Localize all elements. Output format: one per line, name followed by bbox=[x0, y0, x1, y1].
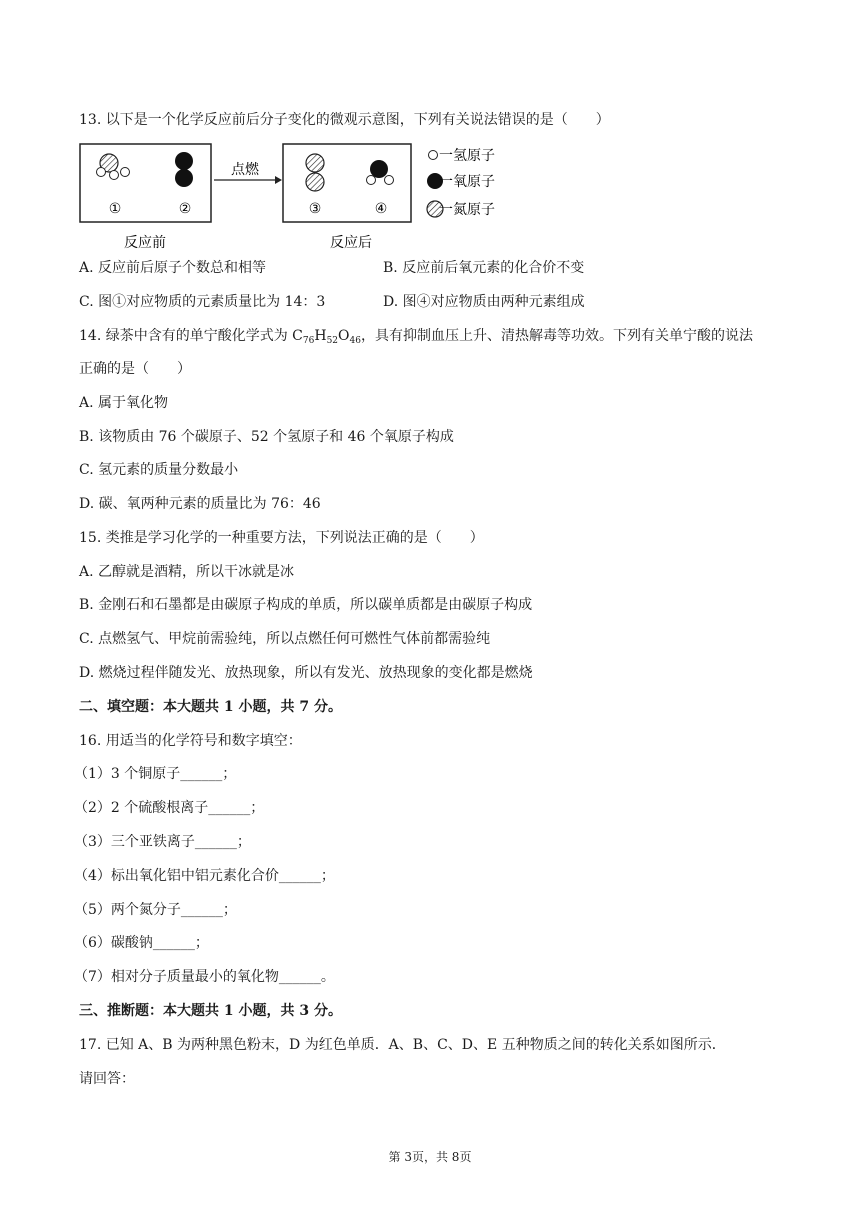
q14-option-b: B. 该物质由 76 个碳原子、52 个氢原子和 46 个氧原子构成 bbox=[79, 429, 454, 445]
formula-c-subscript: 76 bbox=[302, 336, 315, 346]
q16-item-7: （7）相对分子质量最小的氧化物______。 bbox=[74, 969, 335, 985]
legend-oxygen bbox=[427, 173, 495, 190]
section-3-heading: 三、推断题：本大题共 1 小题，共 3 分。 bbox=[79, 1003, 342, 1019]
after-caption: 反应后 bbox=[330, 235, 372, 251]
q15-stem: 15. 类推是学习化学的一种重要方法，下列说法正确的是（ ） bbox=[79, 530, 484, 546]
legend-oxygen-label: 一氧原子 bbox=[439, 174, 495, 190]
formula-o: O bbox=[338, 328, 350, 344]
q16-item-2: （2）2 个硫酸根离子______； bbox=[74, 800, 265, 816]
formula-o-subscript: 46 bbox=[349, 336, 361, 346]
label-3: ③ bbox=[308, 201, 322, 217]
q14-stem-prefix: 14. 绿茶中含有的单宁酸化学式为 C bbox=[79, 328, 303, 344]
q15-option-b: B. 金刚石和石墨都是由碳原子构成的单质，所以碳单质都是由碳原子构成 bbox=[79, 597, 533, 613]
section-2-heading: 二、填空题：本大题共 1 小题，共 7 分。 bbox=[79, 699, 342, 715]
q16-item-3: （3）三个亚铁离子______； bbox=[74, 834, 251, 850]
label-2: ② bbox=[178, 201, 192, 217]
formula-h-subscript: 52 bbox=[326, 336, 339, 346]
q14-stem-line2: 正确的是（ ） bbox=[79, 361, 191, 377]
q14-stem-suffix: ，具有抑制血压上升、清热解毒等功效。下列有关单宁酸的说法 bbox=[360, 328, 753, 344]
q17-line2: 请回答： bbox=[79, 1071, 135, 1087]
legend-hydrogen-label: 一氢原子 bbox=[439, 148, 495, 164]
q13-option-d: D. 图④对应物质由两种元素组成 bbox=[383, 294, 585, 310]
arrow-label: 点燃 bbox=[231, 162, 259, 178]
molecule-3-nitrogen bbox=[306, 154, 324, 191]
formula-h: H bbox=[314, 328, 327, 344]
q14-option-d: D. 碳、氧两种元素的质量比为 76：46 bbox=[79, 496, 321, 512]
reaction-diagram bbox=[79, 143, 529, 253]
molecule-2-oxygen bbox=[175, 152, 193, 187]
q15-option-a: A. 乙醇就是酒精，所以干冰就是冰 bbox=[79, 564, 295, 580]
q16-item-4: （4）标出氧化铝中铝元素化合价______； bbox=[74, 868, 335, 884]
q16-item-6: （6）碳酸钠______； bbox=[74, 935, 209, 951]
q16-stem: 16. 用适当的化学符号和数字填空： bbox=[79, 733, 302, 749]
legend-hydrogen bbox=[429, 148, 496, 164]
q16-item-5: （5）两个氮分子______； bbox=[74, 902, 237, 918]
molecule-1-ammonia bbox=[97, 154, 130, 180]
page-footer: 第 3页，共 8页 bbox=[388, 1150, 472, 1164]
q15-option-d: D. 燃烧过程伴随发光、放热现象，所以有发光、放热现象的变化都是燃烧 bbox=[79, 665, 533, 681]
q14-option-a: A. 属于氧化物 bbox=[79, 395, 169, 411]
q13-option-c: C. 图①对应物质的元素质量比为 14：3 bbox=[79, 294, 326, 310]
q16-item-1: （1）3 个铜原子______； bbox=[74, 766, 237, 782]
q17-stem: 17. 已知 A、B 为两种黑色粉末，D 为红色单质．A、B、C、D、E 五种物质之间的转化关系如图所示． bbox=[79, 1037, 726, 1053]
molecule-4-water bbox=[367, 160, 394, 185]
legend-nitrogen-label: 一氮原子 bbox=[439, 202, 495, 218]
q13-option-a: A. 反应前后原子个数总和相等 bbox=[79, 260, 267, 276]
legend-nitrogen bbox=[427, 201, 495, 218]
q14-stem bbox=[79, 326, 753, 351]
q15-option-c: C. 点燃氢气、甲烷前需验纯，所以点燃任何可燃性气体前都需验纯 bbox=[79, 631, 491, 647]
before-caption: 反应前 bbox=[124, 235, 166, 251]
q13-stem: 13. 以下是一个化学反应前后分子变化的微观示意图，下列有关说法错误的是（ ） bbox=[79, 112, 610, 128]
q14-option-c: C. 氢元素的质量分数最小 bbox=[79, 462, 239, 478]
label-1: ① bbox=[108, 201, 122, 217]
q13-option-b: B. 反应前后氧元素的化合价不变 bbox=[383, 260, 585, 276]
label-4: ④ bbox=[374, 201, 388, 217]
